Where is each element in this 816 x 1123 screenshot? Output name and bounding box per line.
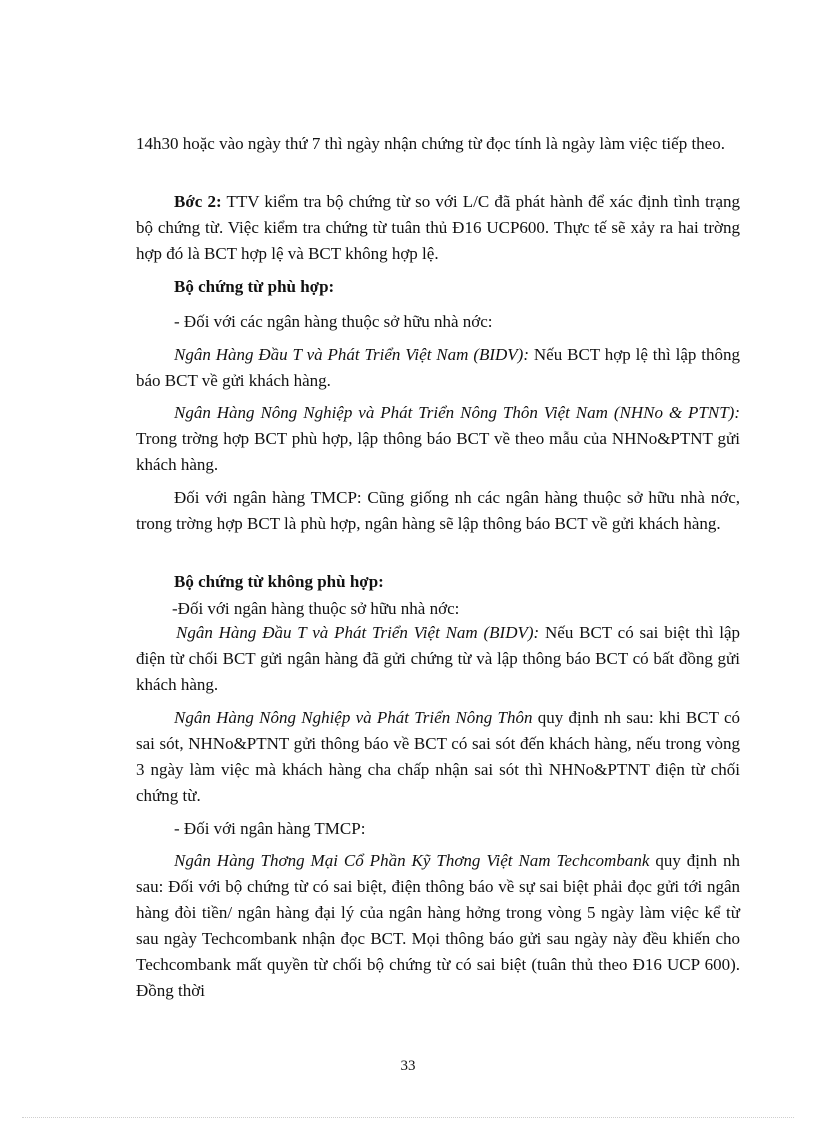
page-number: 33 — [400, 1058, 416, 1074]
agribank-compliant-text: Trong trờng hợp BCT phù hợp, lập thông báo BCT về theo mẫu của NHNo&PTNT gửi khách hàng. — [136, 429, 740, 474]
techcombank-name: Ngân Hàng Thơng Mại Cổ Phần Kỹ Thơng Việt Nam Techcombank — [174, 851, 650, 870]
paragraph-state-banks: - Đối với các ngân hàng thuộc sở hữu nhà nớc: — [174, 312, 493, 331]
paragraph-tmcp-compliant: Đối với ngân hàng TMCP: Cũng giống nh các ngân hàng thuộc sở hữu nhà nớc, trong trờng hợp BCT là phù hợp, ngân hàng sẽ lập thông báo BCT về gửi khách hàng. — [136, 488, 740, 533]
paragraph-bidv-noncompliant — [136, 620, 740, 698]
paragraph-bidv-compliant — [136, 342, 740, 394]
bidv-name-2: Ngân Hàng Đầu T và Phát Triển Việt Nam (BIDV): — [176, 623, 540, 642]
paragraph-techcombank — [136, 848, 740, 1004]
agribank-noncompliant-text: quy định nh sau: khi BCT có sai sót, NHNo&PTNT gửi thông báo về BCT có sai sót đến khách hàng, nếu trong vòng 3 ngày làm việc mà khách hàng cha chấp nhận sai sót thì NHNo&PTNT điện từ chối chứng từ. — [136, 708, 740, 805]
paragraph-1-text: 14h30 hoặc vào ngày thứ 7 thì ngày nhận chứng từ đọc tính là ngày làm việc tiếp theo. — [136, 134, 725, 153]
step-2-text: TTV kiểm tra bộ chứng từ so với L/C đã phát hành để xác định tình trạng bộ chứng từ. Việc kiểm tra chứng từ tuân thủ Đ16 UCP600. Thực tế sẽ xảy ra hai trờng hợp đó là BCT hợp lệ và BCT không hợp lệ. — [136, 192, 740, 263]
footer-divider — [22, 1117, 794, 1118]
techcombank-text: quy định nh sau: Đối với bộ chứng từ có sai biệt, điện thông báo về sự sai biệt phải đọc gửi tới ngân hàng đòi tiền/ ngân hàng đại lý của ngân hàng hởng trong vòng 5 ngày làm việc kể từ sau ngày Techcombank nhận đọc BCT. Mọi thông báo gửi sau ngày này đều khiến cho Techcombank mất quyền từ chối bộ chứng từ có sai biệt (tuân thủ theo Đ16 UCP 600). Đồng thời — [136, 851, 740, 1000]
heading-noncompliant-documents: Bộ chứng từ không phù hợp: — [174, 572, 384, 591]
step-2-label: Bớc 2: — [174, 192, 222, 211]
paragraph-state-banks-2: -Đối với ngân hàng thuộc sở hữu nhà nớc: — [172, 599, 460, 618]
paragraph-agribank-noncompliant — [136, 705, 740, 809]
paragraph-step-2 — [136, 189, 740, 267]
agribank-name-2: Ngân Hàng Nông Nghiệp và Phát Triển Nông Thôn — [174, 708, 533, 727]
bidv-noncompliant-text: Nếu BCT có sai biệt thì lập điện từ chối BCT gửi ngân hàng đã gửi chứng từ và lập thông báo BCT có bất đồng gửi khách hàng. — [136, 623, 741, 694]
agribank-name: Ngân Hàng Nông Nghiệp và Phát Triển Nông Thôn Việt Nam (NHNo & PTNT): — [174, 403, 740, 422]
paragraph-tmcp: - Đối với ngân hàng TMCP: — [174, 819, 366, 838]
bidv-name: Ngân Hàng Đầu T và Phát Triển Việt Nam (BIDV): — [174, 345, 530, 364]
bidv-compliant-text: Nếu BCT hợp lệ thì lập thông báo BCT về gửi khách hàng. — [136, 345, 741, 390]
paragraph-1 — [136, 131, 740, 157]
heading-compliant-documents: Bộ chứng từ phù hợp: — [174, 277, 335, 296]
paragraph-agribank-compliant — [136, 400, 740, 478]
